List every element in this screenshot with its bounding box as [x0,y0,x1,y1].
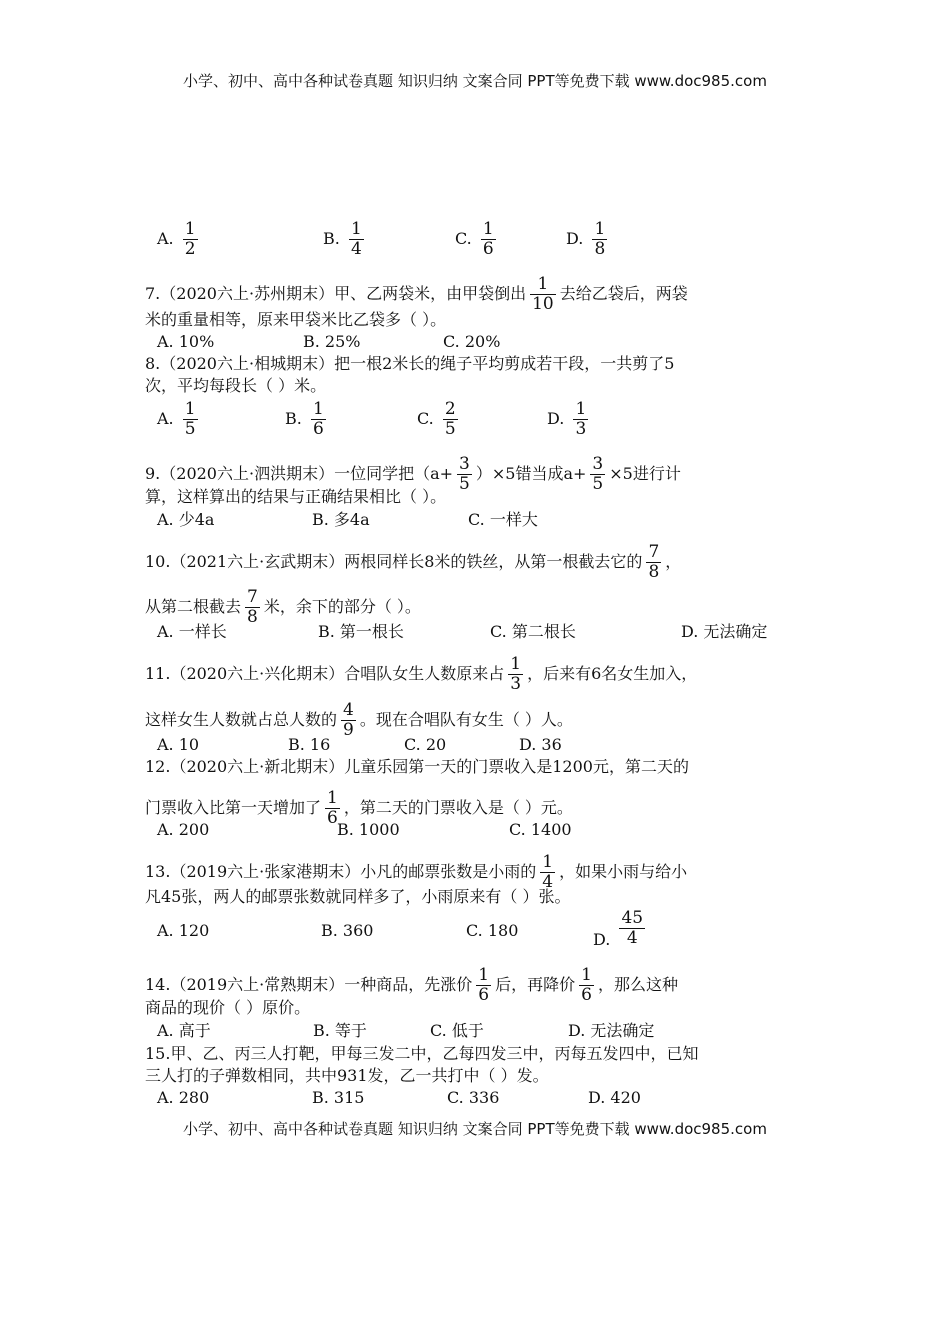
q13-option-a: A. 120 [157,921,210,940]
q11-fraction-2: $\frac{4}{9}$ [343,700,354,740]
q11-line1: 11.（2020六上·兴化期末）合唱队女生人数原来占 $\frac{1}{3}$ ，后来有6名女生加入， [145,654,698,694]
q10-option-d: D. 无法确定 [681,622,768,641]
q11-line2: 这样女生人数就占总人数的 $\frac{4}{9}$ 。现在合唱队有女生（ ）人。 [145,700,573,740]
q10-option-c: C. 第二根长 [490,622,576,641]
q12-option-b: B. 1000 [337,820,400,839]
q9-option-c: C. 一样大 [468,510,538,529]
q14-option-d: D. 无法确定 [568,1021,655,1040]
q13-option-d: D. $\frac{45}{4}$ [593,908,644,949]
q14-fraction-1: $\frac{1}{6}$ [478,965,490,1005]
q9-option-b: B. 多4a [312,510,370,529]
q14-line2: 商品的现价（ ）原价。 [145,998,311,1017]
q13-line1: 13.（2019六上·张家港期末）小凡的邮票张数是小雨的 $\frac{1}{4}$ ，如果小雨与给小 [145,852,688,892]
page-header: 小学、初中、高中各种试卷真题 知识归纳 文案合同 PPT等免费下载 www.doc985.com [183,72,767,90]
q8-option-b: B. $\frac{1}{6}$ [285,399,324,439]
q8-option-a: A. $\frac{1}{5}$ [157,399,196,439]
q11-fraction-1: $\frac{1}{3}$ [510,654,522,694]
q10-fraction-2: $\frac{7}{8}$ [247,587,258,627]
q10-fraction-1: $\frac{7}{8}$ [648,542,660,582]
q12-fraction: $\frac{1}{6}$ [327,788,338,828]
q6-option-d: D. $\frac{1}{8}$ [566,219,606,259]
q13-fraction: $\frac{1}{4}$ [542,852,554,892]
q7-option-c: C. 20% [443,332,501,351]
q14-option-b: B. 等于 [313,1021,367,1040]
q8-line2: 次，平均每段长（ ）米。 [145,376,327,395]
q11-option-c: C. 20 [404,735,447,754]
q10-line1: 10.（2021六上·玄武期末）两根同样长8米的铁丝，从第一根截去它的 $\frac{7}{8}$ ， [145,542,682,582]
q6-option-b: B. $\frac{1}{4}$ [323,219,362,259]
q8-line1: 8.（2020六上·相城期末）把一根2米长的绳子平均剪成若干段，一共剪了5 [145,354,675,373]
q7-line2: 米的重量相等，原来甲袋米比乙袋多（ ）。 [145,310,447,329]
q9-option-a: A. 少4a [157,510,215,529]
q13-option-b: B. 360 [321,921,374,940]
q12-line1: 12.（2020六上·新北期末）儿童乐园第一天的门票收入是1200元，第二天的 [145,757,689,776]
q15-line2: 三人打的子弹数相同，共中931发，乙一共打中（ ）发。 [145,1066,549,1085]
q9-line1: 9.（2020六上·泗洪期末）一位同学把（a+ $\frac{3}{5}$ ）×5错当成a+ $\frac{3}{5}$ ×5进行计 [145,454,681,494]
q15-option-b: B. 315 [312,1088,365,1107]
q10-option-a: A. 一样长 [157,622,227,641]
q12-option-c: C. 1400 [509,820,572,839]
q13-line2: 凡45张，两人的邮票张数就同样多了，小雨原来有（ ）张。 [145,887,571,906]
q7-line1: 7.（2020六上·苏州期末）甲、乙两袋米，由甲袋倒出 $\frac{1}{10}$ 去给乙袋后，两袋 [145,274,688,314]
q14-option-a: A. 高于 [157,1021,211,1040]
q9-fraction-2: $\frac{3}{5}$ [592,454,604,494]
q6-option-a: A. $\frac{1}{2}$ [157,219,196,259]
q12-option-a: A. 200 [157,820,210,839]
q15-line1: 15.甲、乙、丙三人打靶，甲每三发二中，乙每四发三中，丙每五发四中，已知 [145,1044,699,1063]
q7-fraction: $\frac{1}{10}$ [532,274,554,314]
q15-option-c: C. 336 [447,1088,500,1107]
page-footer: 小学、初中、高中各种试卷真题 知识归纳 文案合同 PPT等免费下载 www.doc985.com [183,1120,767,1138]
q8-option-d: D. $\frac{1}{3}$ [547,399,587,439]
q11-option-b: B. 16 [288,735,331,754]
q9-line2: 算，这样算出的结果与正确结果相比（ ）。 [145,487,447,506]
q12-line2: 门票收入比第一天增加了 $\frac{1}{6}$ ，第二天的门票收入是（ ）元。 [145,788,573,828]
q11-option-a: A. 10 [157,735,200,754]
q14-line1: 14.（2019六上·常熟期末）一种商品，先涨价 $\frac{1}{6}$ 后，再降价 $\frac{1}{6}$ ，那么这种 [145,965,678,1005]
q7-option-b: B. 25% [303,332,361,351]
q14-fraction-2: $\frac{1}{6}$ [581,965,592,1005]
q10-line2: 从第二根截去 $\frac{7}{8}$ 米，余下的部分（ ）。 [145,587,421,627]
q7-option-a: A. 10% [157,332,215,351]
q9-fraction-1: $\frac{3}{5}$ [459,454,470,494]
q10-option-b: B. 第一根长 [318,622,404,641]
q15-option-a: A. 280 [157,1088,210,1107]
q8-option-c: C. $\frac{2}{5}$ [417,399,456,439]
q14-option-c: C. 低于 [430,1021,484,1040]
q11-option-d: D. 36 [519,735,562,754]
q15-option-d: D. 420 [588,1088,641,1107]
q13-option-c: C. 180 [466,921,519,940]
q6-option-c: C. $\frac{1}{6}$ [455,219,494,259]
